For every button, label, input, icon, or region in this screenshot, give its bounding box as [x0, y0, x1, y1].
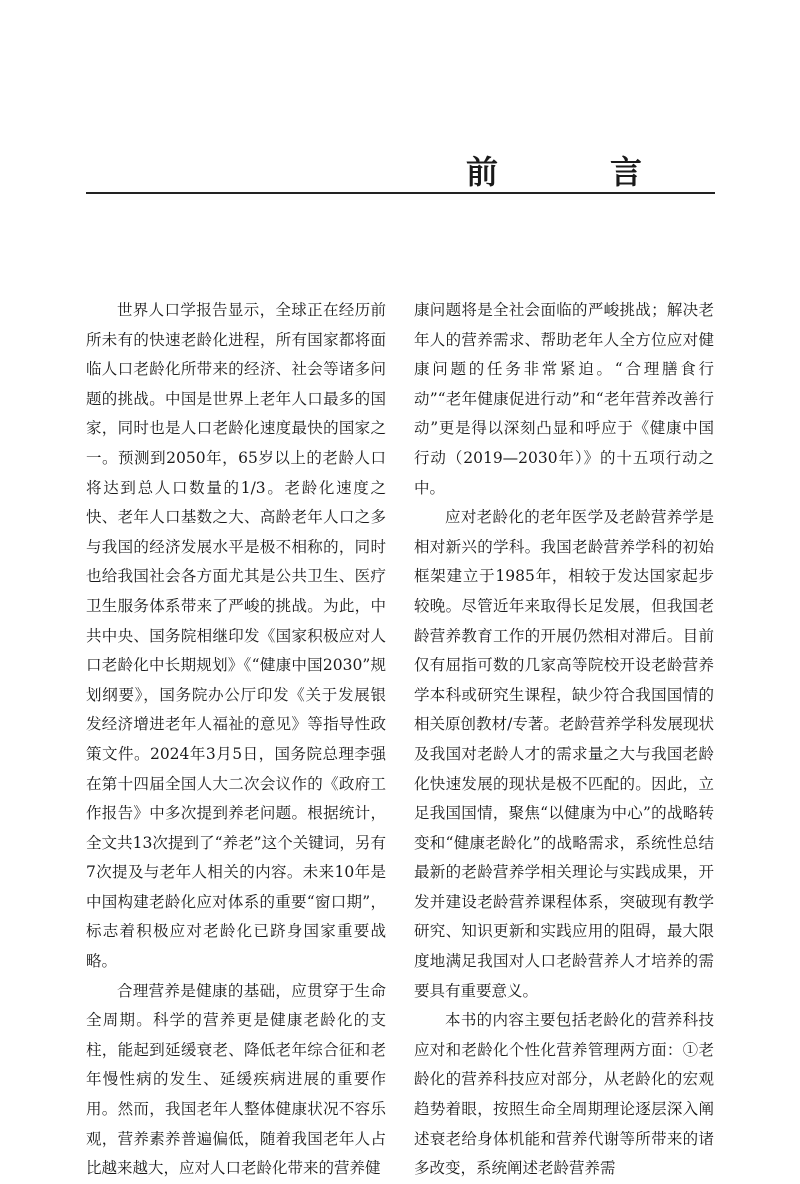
title-rule: [86, 192, 715, 194]
paragraph: 应对老龄化的老年医学及老龄营养学是相对新兴的学科。我国老龄营养学科的初始框架建立于1985年，相较于发达国家起步较晚。尽管近年来取得长足发展，但我国老龄营养教育工作的开展仍然相对滞后。目前仅有屈指可数的几家高等院校开设老龄营养学本科或研究生课程，缺少符合我国国情的相关原创教材/专著。老龄营养学科发展现状及我国对老龄人才的需求量之大与我国老龄化快速发展的现状是极不匹配的。因此，立足我国国情，聚焦“以健康为中心”的战略转变和“健康老龄化”的战略需求，系统性总结最新的老龄营养学相关理论与实践成果，开发并建设老龄营养课程体系，突破现有教学研究、知识更新和实践应用的阻碍，最大限度地满足我国对人口老龄营养人才培养的需要具有重要意义。: [414, 508, 714, 1000]
paragraph: 本书的内容主要包括老龄化的营养科技应对和老龄化个性化营养管理两方面：①老龄化的营养科技应对部分，从老龄化的宏观趋势着眼，按照生命全周期理论逐层深入阐述衰老给身体机能和营养代谢等所带来的诸多改变，系统阐述老龄营养需: [414, 1011, 714, 1178]
left-column: [86, 296, 386, 1178]
paragraph-continued: 康问题将是全社会面临的严峻挑战；解决老年人的营养需求、帮助老年人全方位应对健康问题的任务非常紧迫。“合理膳食行动”“老年健康促进行动”和“老年营养改善行动”更是得以深刻凸显和呼应于《健康中国行动（2019—2030年）》的十五项行动之中。: [414, 301, 714, 497]
paragraph: 世界人口学报告显示，全球正在经历前所未有的快速老龄化进程，所有国家都将面临人口老龄化所带来的经济、社会等诸多问题的挑战。中国是世界上老年人口最多的国家，同时也是人口老龄化速度最快的国家之一。预测到2050年，65岁以上的老龄人口将达到总人口数量的1/3。老龄化速度之快、老年人口基数之大、高龄老年人口之多与我国的经济发展水平是极不相称的，同时也给我国社会各方面尤其是公共卫生、医疗卫生服务体系带来了严峻的挑战。为此，中共中央、国务院相继印发《国家积极应对人口老龄化中长期规划》《“健康中国2030”规划纲要》，国务院办公厅印发《关于发展银发经济增进老年人福祉的意见》等指导性政策文件。2024年3月5日，国务院总理李强在第十四届全国人大二次会议作的《政府工作报告》中多次提到养老问题。根据统计，全文共13次提到了“养老”这个关键词，另有7次提及与老年人相关的内容。未来10年是中国构建老龄化应对体系的重要“窗口期”，标志着积极应对老龄化已跻身国家重要战略。: [86, 301, 386, 971]
paragraph: 合理营养是健康的基础，应贯穿于生命全周期。科学的营养更是健康老龄化的支柱，能起到延缓衰老、降低老年综合征和老年慢性病的发生、延缓疾病进展的重要作用。然而，我国老年人整体健康状况不容乐观，营养素养普遍偏低，随着我国老年人占比越来越大，应对人口老龄化带来的营养健: [86, 981, 386, 1178]
page-title: 前 言: [465, 153, 682, 191]
right-column: [414, 296, 714, 1178]
